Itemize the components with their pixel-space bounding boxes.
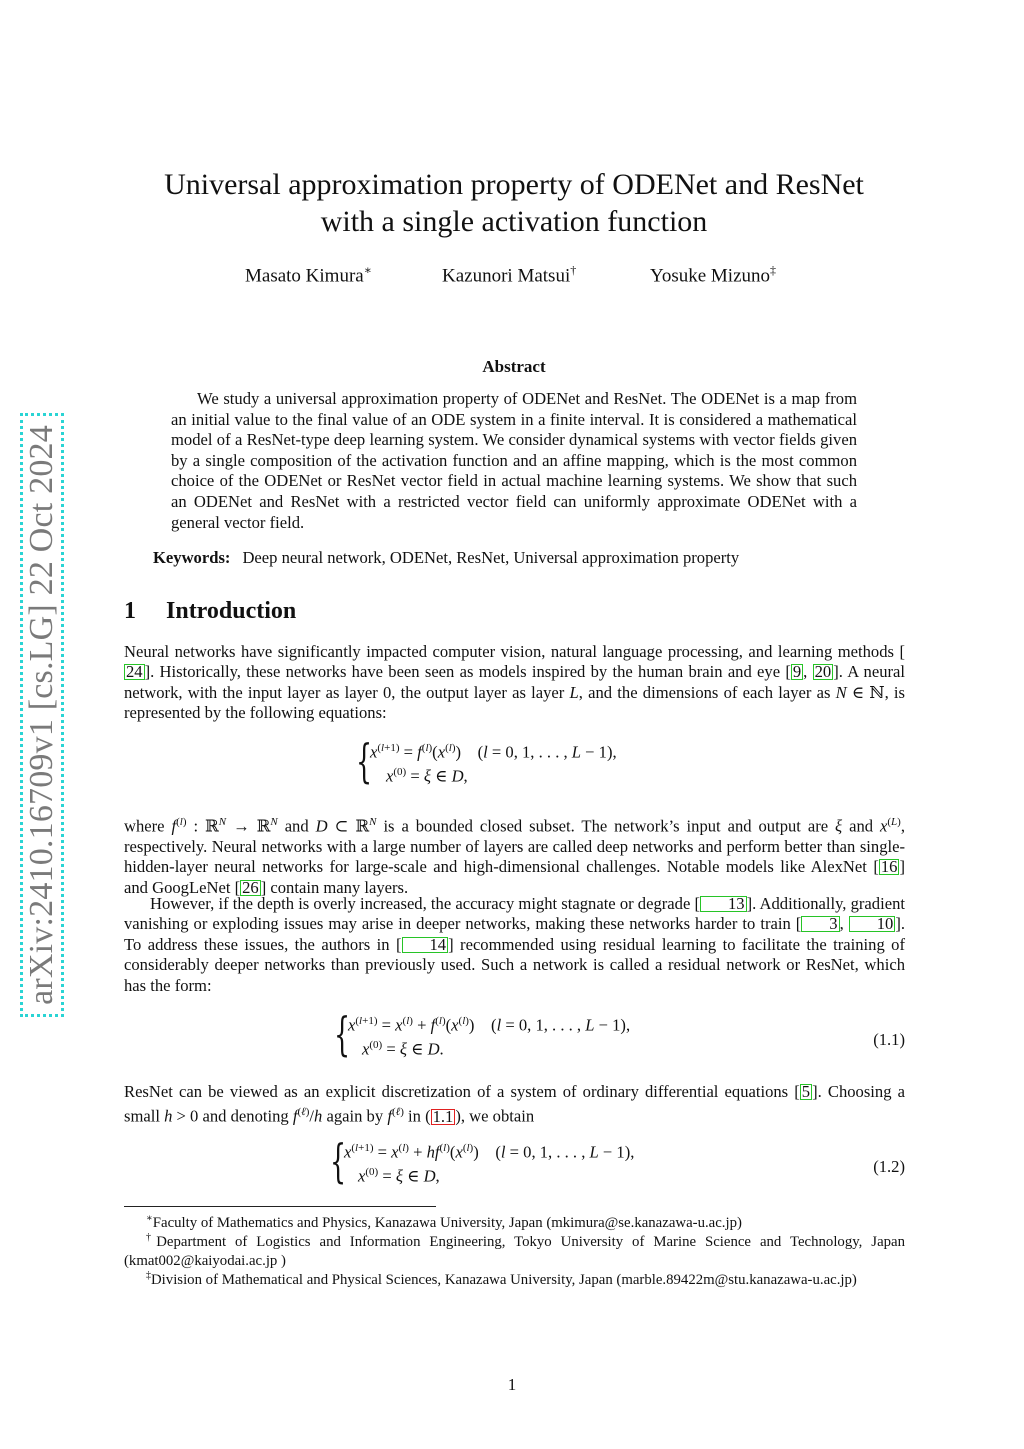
title-line-1: Universal approximation property of ODENet and ResNet	[164, 168, 864, 201]
equation-number-1-1: (1.1)	[873, 1030, 905, 1049]
section-number: 1	[124, 598, 136, 624]
intro-paragraph-4: ResNet can be viewed as an explicit discretization of a system of ordinary differential equations [ 5 ]. Choosing a small h > 0 and denoting $f^{(\ell)}/h$ again by $f^{(\ell)}$ in ( 1.1 ), we obtain	[124, 1082, 905, 1126]
equation-network: { $x^{(l+1)} = f^{(l)}(x^{(l)})$ (l = 0, 1, . . . , L − 1), $x^{(0)} = \xi$ ∈ D,	[356, 734, 617, 788]
arxiv-stamp	[20, 413, 64, 1017]
page-number: 1	[507, 1375, 517, 1394]
section-title: Introduction	[166, 598, 297, 624]
citation-link[interactable]: 3	[801, 916, 839, 932]
paper-title	[124, 166, 904, 240]
intro-paragraph-3: However, if the depth is overly increased, the accuracy might stagnate or degrade [ 13 ]. Additionally, gradient vanishing or exploding issues may arise in deeper networks, making these networks harder to train [ 3 , 10 ]. To address these issues, the authors in [ 14 ] recommended using residual learning to facilitate the training of considerably deeper networks than previously used. Such a network is called a residual network or ResNet, which has the form:	[124, 894, 905, 995]
keywords-label: Keywords:	[153, 548, 231, 567]
footnote-divider	[124, 1206, 436, 1207]
title-line-2: with a single activation function	[320, 205, 708, 238]
abstract-heading: Abstract	[482, 357, 546, 376]
citation-link[interactable]: 5	[801, 1082, 811, 1101]
citation-link[interactable]: 13	[700, 896, 747, 912]
citation-link[interactable]: 14	[402, 937, 449, 953]
keywords-list: Deep neural network, ODENet, ResNet, Universal approximation property	[242, 548, 740, 567]
equation-resnet: { $x^{(l+1)} = x^{(l)} + f^{(l)}(x^{(l)})$ (l = 0, 1, . . . , L − 1), $x^{(0)} = \xi$ ∈ D.	[334, 1007, 631, 1061]
citation-link[interactable]: 10	[849, 916, 896, 932]
footnote-3: ‡Division of Mathematical and Physical Sciences, Kanazawa University, Japan (marble.89422m@stu.kanazawa-u.ac.jp)	[146, 1270, 857, 1288]
keywords	[153, 548, 893, 568]
author-2: Kazunori Matsui†	[442, 263, 577, 287]
equation-number-1-2: (1.2)	[873, 1157, 905, 1176]
author-3: Yosuke Mizuno‡	[650, 263, 777, 287]
citation-link[interactable]: 9	[792, 662, 802, 682]
intro-paragraph-2: where $f^{(l)}$ : ℝ$^N$ → ℝ$^N$ and D ⊂ ℝ$^N$ is a bounded closed subset. The network’s input and output are ξ and $x^{(L)}$, respectively. Neural networks with a large number of layers are called deep networks and perform better than single-hidden-layer neural networks for large-scale and high-dimensional challenges. Notable models like AlexNet [ 16 ] and GoogLeNet [ 26 ] contain many layers.	[124, 816, 905, 897]
citation-link[interactable]: 26	[242, 877, 259, 897]
intro-paragraph-1: Neural networks have significantly impacted computer vision, natural language processing, and learning methods [24 ]. Historically, these networks have been seen as models inspired by the human brain and eye [ 9 , 20 ]. A neural network, with the input layer as layer 0, the output layer as layer L, and the dimensions of each layer as N ∈ ℕ, is represented by the following equations:	[124, 642, 906, 723]
citation-link[interactable]: 24	[126, 662, 143, 682]
arxiv-identifier: arXiv:2410.16709v1 [cs.LG] 22 Oct 2024	[23, 425, 60, 1005]
section-heading	[124, 598, 296, 625]
equation-ode-resnet: { $x^{(l+1)} = x^{(l)} + hf^{(l)}(x^{(l)})$ (l = 0, 1, . . . , L − 1), $x^{(0)} = \xi$ ∈ D,	[330, 1134, 635, 1188]
footnote-1: ∗Faculty of Mathematics and Physics, Kanazawa University, Japan (mkimura@se.kanazawa-u.ac.jp)	[146, 1213, 742, 1231]
citation-link[interactable]: 16	[880, 857, 898, 877]
citation-link[interactable]: 20	[814, 662, 832, 682]
abstract-text: We study a universal approximation property of ODENet and ResNet. The ODENet is a map from an initial value to the final value of an ODE system in a finite interval. It is considered a mathematical model of a ResNet-type deep learning system. We consider dynamical systems with vector fields given by a single composition of the activation function and an affine mapping, which is the most common choice of the ODENet or ResNet vector field in actual machine learning systems. We show that such an ODENet and ResNet with a restricted vector field can uniformly approximate ODENet with a general vector field.	[171, 389, 857, 532]
author-1: Masato Kimura∗	[245, 263, 372, 287]
equation-reference-link[interactable]: 1.1	[432, 1106, 454, 1126]
footnote-2: †Department of Logistics and Information Engineering, Tokyo University of Marine Science and Technology, Japan (kmat002@kaiyodai.ac.jp )	[124, 1232, 905, 1269]
